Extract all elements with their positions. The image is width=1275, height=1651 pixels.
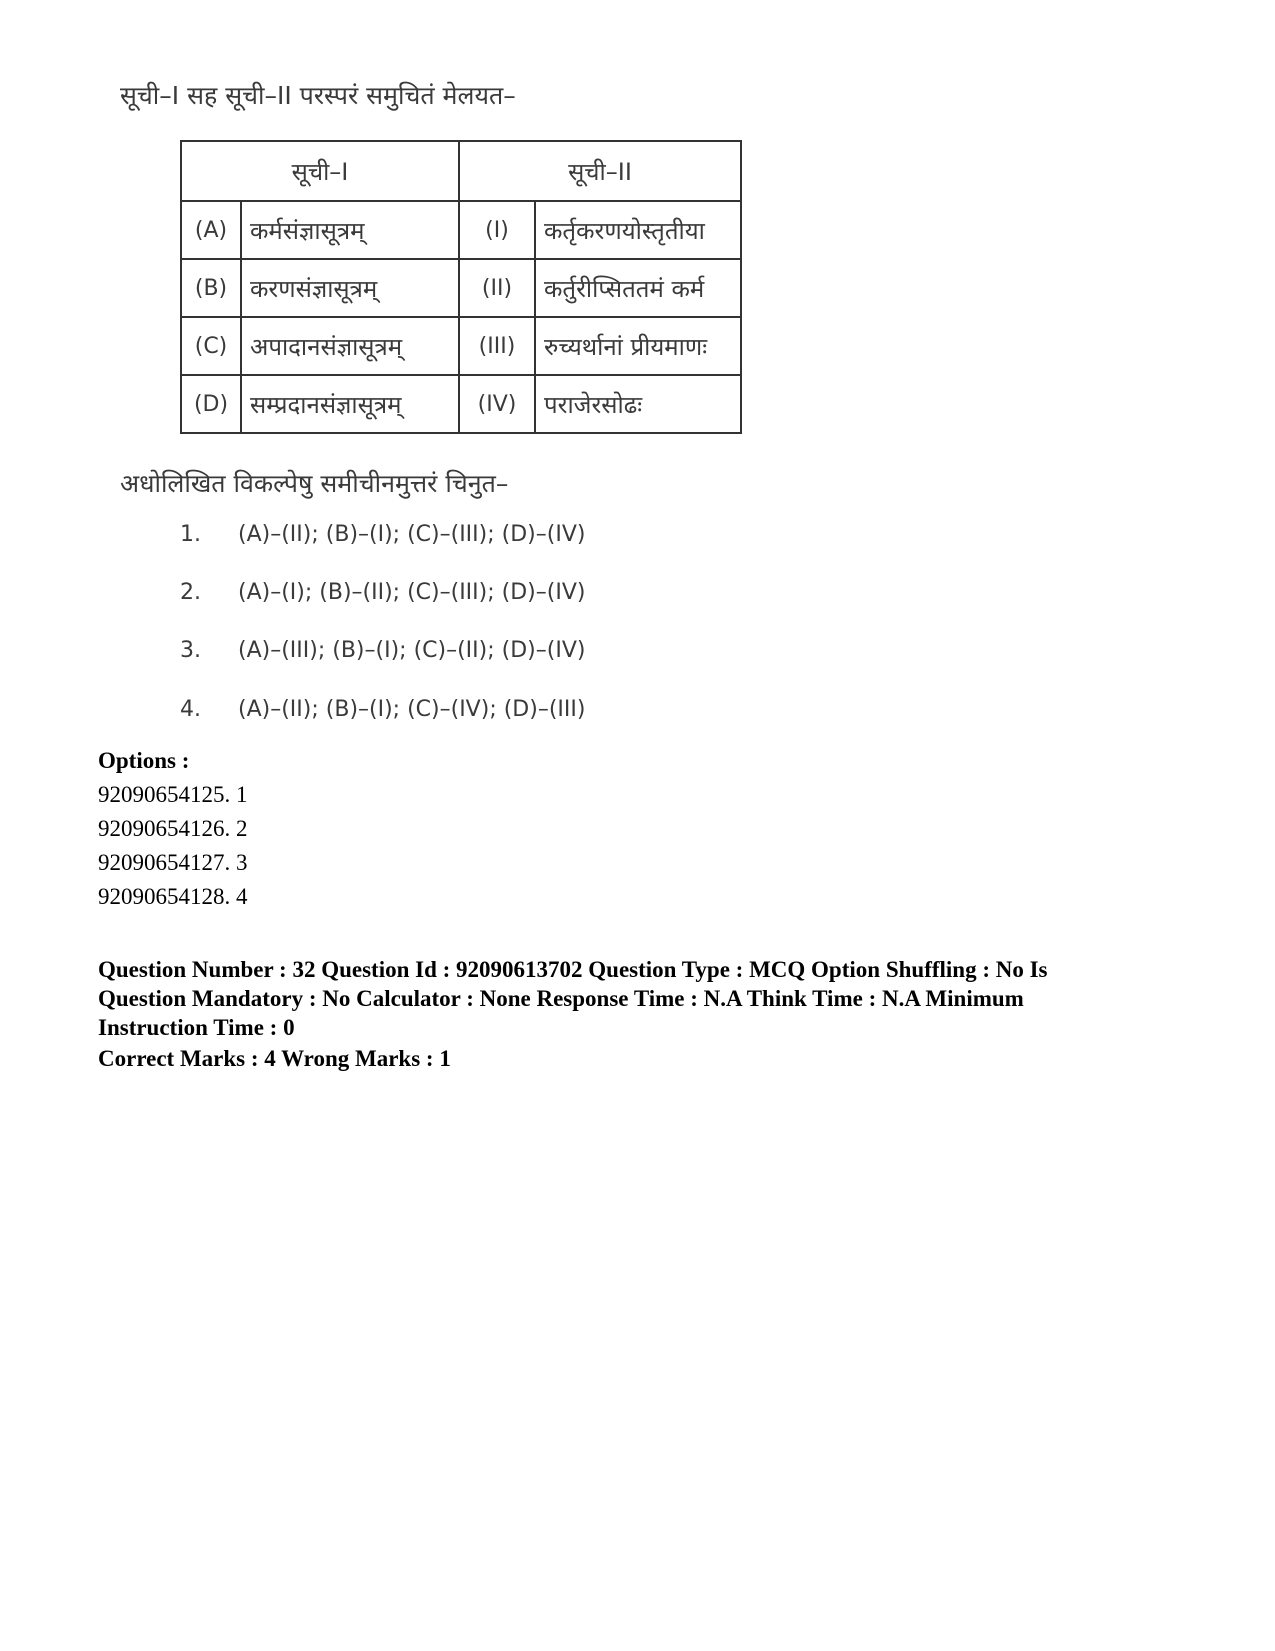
marks-info: Correct Marks : 4 Wrong Marks : 1 xyxy=(98,1046,451,1071)
list-1-item: करणसंज्ञासूत्रम् xyxy=(241,259,459,317)
answer-choice-4 xyxy=(180,697,585,722)
list-2-item: रुच्यर्थानां प्रीयमाणः xyxy=(535,317,741,375)
match-table-header xyxy=(181,141,741,201)
choice-text: (A)–(I); (B)–(II); (C)–(III); (D)–(IV) xyxy=(238,580,586,605)
answer-choice-3 xyxy=(180,638,585,663)
list-2-item: पराजेरसोढः xyxy=(535,375,741,433)
row-label-a: (A) xyxy=(181,201,241,259)
list-1-item: कर्मसंज्ञासूत्रम् xyxy=(241,201,459,259)
table-row xyxy=(181,259,741,317)
list-1-item: सम्प्रदानसंज्ञासूत्रम् xyxy=(241,375,459,433)
row-label-ii: (II) xyxy=(459,259,535,317)
table-row xyxy=(181,317,741,375)
row-label-iii: (III) xyxy=(459,317,535,375)
answer-choice-2 xyxy=(180,580,585,605)
list-1-header: सूची–I xyxy=(181,141,459,201)
choice-number: 2. xyxy=(180,580,201,605)
choice-number: 4. xyxy=(180,697,201,722)
list-2-header: सूची–II xyxy=(459,141,741,201)
match-table xyxy=(180,140,742,434)
choice-text: (A)–(II); (B)–(I); (C)–(IV); (D)–(III) xyxy=(238,697,586,722)
list-2-item: कर्तुरीप्सिततमं कर्म xyxy=(535,259,741,317)
option-id-item: 92090654126. 2 xyxy=(98,816,248,841)
option-id-item: 92090654127. 3 xyxy=(98,850,248,875)
question-info: Question Number : 32 Question Id : 92090613702 Question Type : MCQ Option Shuffling : No Is Question Mandatory : No Calculator : None Response Time : N.A Think Time : N.A Minimum Instruction Time : 0 xyxy=(98,957,1048,1040)
row-label-c: (C) xyxy=(181,317,241,375)
choice-text: (A)–(II); (B)–(I); (C)–(III); (D)–(IV) xyxy=(238,522,586,547)
question-instruction: सूची–I सह सूची–II परस्परं समुचितं मेलयत– xyxy=(120,81,516,110)
row-label-i: (I) xyxy=(459,201,535,259)
choice-text: (A)–(III); (B)–(I); (C)–(II); (D)–(IV) xyxy=(238,638,586,663)
list-1-item: अपादानसंज्ञासूत्रम् xyxy=(241,317,459,375)
choice-number: 3. xyxy=(180,638,201,663)
option-id-item: 92090654125. 1 xyxy=(98,782,248,807)
options-heading: Options : xyxy=(98,748,190,773)
row-label-d: (D) xyxy=(181,375,241,433)
table-row xyxy=(181,201,741,259)
row-label-iv: (IV) xyxy=(459,375,535,433)
choose-prompt: अधोलिखित विकल्पेषु समीचीनमुत्तरं चिनुत– xyxy=(120,469,509,498)
row-label-b: (B) xyxy=(181,259,241,317)
list-2-item: कर्तृकरणयोस्तृतीया xyxy=(535,201,741,259)
choice-number: 1. xyxy=(180,522,201,547)
option-id-item: 92090654128. 4 xyxy=(98,884,248,909)
table-row xyxy=(181,375,741,433)
answer-choice-1 xyxy=(180,522,585,547)
